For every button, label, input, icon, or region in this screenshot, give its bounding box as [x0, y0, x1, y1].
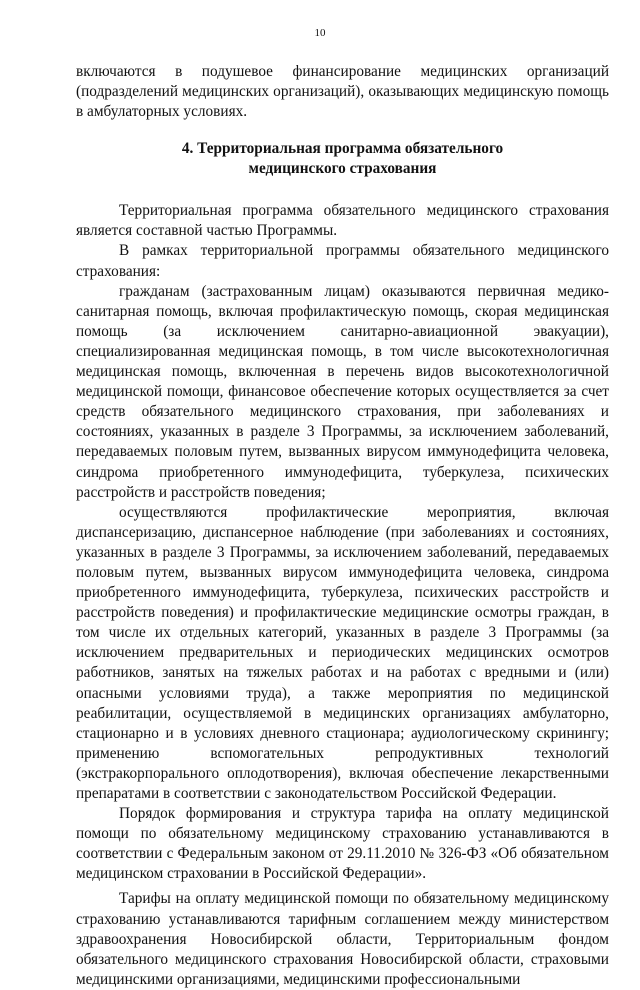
page-number: 10: [314, 27, 326, 39]
section-heading: [76, 139, 609, 179]
paragraph-citizens-care: гражданам (застрахованным лицам) оказываются первичная медико-санитарная помощь, включая профилактическую помощь, скорая медицинская помощь (за исключением санитарно-авиационной эвакуации), специализированная медицинская помощь, в том числе высокотехнологичная медицинская помощь, включенная в перечень видов высокотехнологичной медицинской помощи, финансовое обеспечение которых осуществляется за счет средств обязательного медицинского страхования, при заболеваниях и состояниях, указанных в разделе 3 Программы, за исключением заболеваний, передаваемых половым путем, вызванных вирусом иммунодефицита человека, синдрома приобретенного иммунодефицита, туберкулеза, психических расстройств и расстройств поведения;: [76, 282, 609, 501]
section-heading-line-1: 4. Территориальная программа обязательного: [181, 140, 504, 158]
document-body: [76, 62, 609, 990]
section-heading-line-2: медицинского страхования: [248, 160, 437, 178]
paragraph-program-part: Территориальная программа обязательного медицинского страхования является составной частью Программы.: [76, 202, 609, 240]
intro-paragraph: включаются в подушевое финансирование медицинских организаций (подразделений медицинских организаций), оказывающих медицинскую помощь в амбулаторных условиях.: [76, 63, 609, 121]
paragraph-tariffs: Тарифы на оплату медицинской помощи по обязательному медицинскому страхованию устанавливаются тарифным соглашением между министерством здравоохранения Новосибирской области, Территориальным фондом обязательного медицинского страхования Новосибирской области, страховыми медицинскими организациями, медицинскими профессиональными: [76, 890, 609, 988]
paragraph-tariff-structure: Порядок формирования и структура тарифа на оплату медицинской помощи по обязательному медицинскому страхованию устанавливаются в соответствии с Федеральным законом от 29.11.2010 № 326-ФЗ «Об обязательном медицинском страховании в Российской Федерации».: [76, 805, 609, 883]
paragraph-preventive-measures: осуществляются профилактические мероприятия, включая диспансеризацию, диспансерное наблюдение (при заболеваниях и состояниях, указанных в разделе 3 Программы, за исключением заболеваний, передаваемых половым путем, вызванных вирусом иммунодефицита человека, синдрома приобретенного иммунодефицита, туберкулеза, психических расстройств и расстройств поведения) и профилактические медицинские осмотры граждан, в том числе их отдельных категорий, указанных в разделе 3 Программы (за исключением предварительных и периодических медицинских осмотров работников, занятых на тяжелых работах и на работах с вредными и (или) опасными условиями труда), а также мероприятия по медицинской реабилитации, осуществляемой в медицинских организациях амбулаторно, стационарно и в условиях дневного стационара; аудиологическому скринингу; применению вспомогательных репродуктивных технологий (экстракорпорального оплодотворения), включая обеспечение лекарственными препаратами в соответствии с законодательством Российской Федерации.: [76, 503, 609, 802]
paragraph-within-program: В рамках территориальной программы обязательного медицинского страхования:: [76, 242, 609, 280]
